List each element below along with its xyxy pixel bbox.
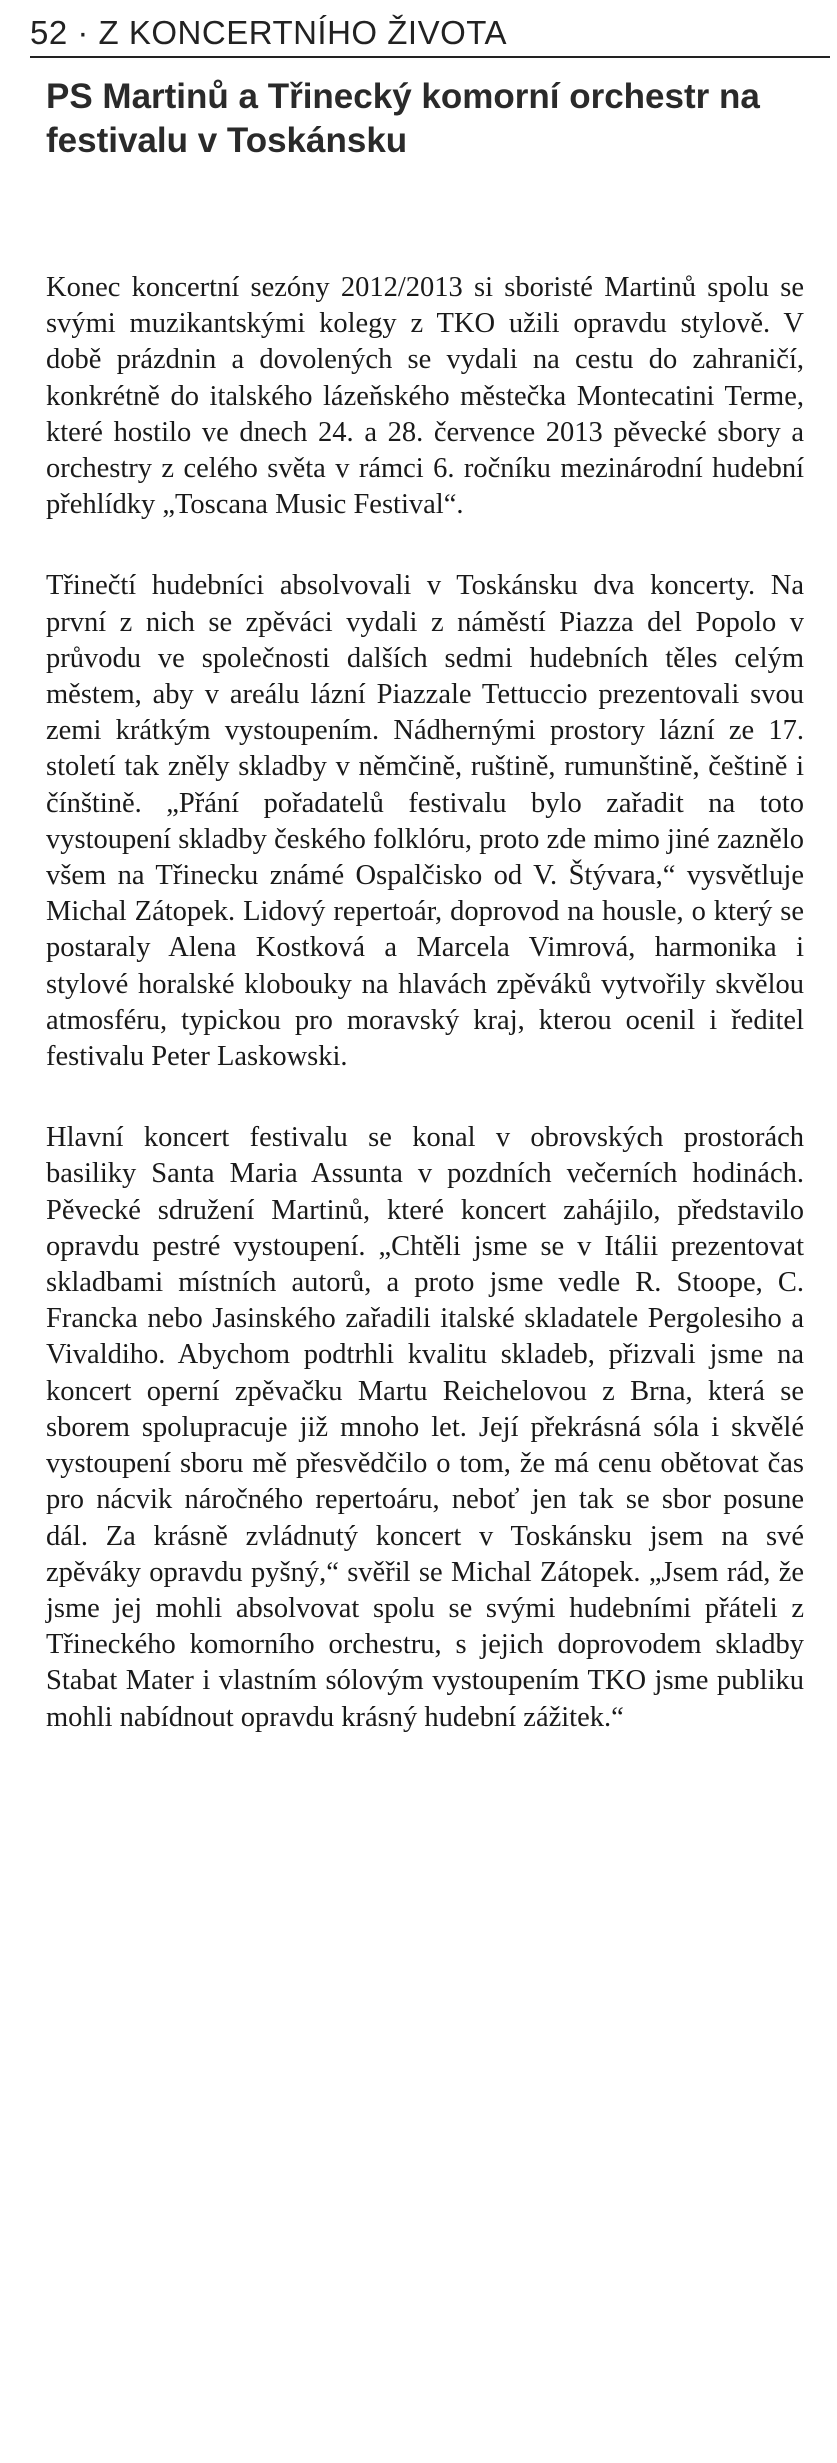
page-header [30,10,830,58]
article-paragraph: Hlavní koncert festivalu se konal v obrovských prostorách basiliky Santa Maria Assunta v pozdních večerních hodinách. Pěvecké sdružení Martinů, které koncert zahájilo, představilo opravdu pestré vystoupení. „Chtěli jsme se v Itálii prezentovat skladbami místních autorů, a proto jsme vedle R. Stoope, C. Francka nebo Jasinského zařadili italské skladatele Pergolesiho a Vivaldiho. Abychom podtrhli kvalitu skladeb, přizvali jsme na koncert operní zpěvačku Martu Reichelovou z Brna, která se sborem spolupracuje již mnoho let. Její překrásná sóla i skvělé vystoupení sboru mě přesvědčilo o tom, že má cenu obětovat čas pro nácvik náročného repertoáru, neboť jen tak se sbor posune dál. Za krásně zvládnutý koncert v Toskánsku jsem na své zpěváky opravdu pyšný,“ svěřil se Michal Zátopek. „Jsem rád, že jsme jej mohli absolvovat spolu se svými hudebními přáteli z Třineckého komorního orchestru, s jejich doprovodem skladby Stabat Mater i vlastním sólovým vystoupením TKO jsme publiku mohli nabídnout opravdu krásný hudební zážitek.“ [46,1122,804,1733]
running-title: 52 · Z KONCERTNÍHO ŽIVOTA [30,14,507,51]
article-paragraph: Konec koncertní sezóny 2012/2013 si sboristé Martinů spolu se svými muzikantskými kolegy z TKO užili opravdu stylově. V době prázdnin a dovolených se vydali na cestu do zahraničí, konkrétně do italského lázeňského městečka Montecatini Terme, které hostilo ve dnech 24. a 28. července 2013 pěvecké sbory a orchestry z celého světa v rámci 6. ročníku mezinárodní hudební přehlídky „Toscana Music Festival“. [46,272,804,521]
article-title: PS Martinů a Třinecký komorní orchestr na festivalu v Toskánsku [46,77,760,160]
article-paragraph: Třinečtí hudebníci absolvovali v Toskánsku dva koncerty. Na první z nich se zpěváci vydali z náměstí Piazza del Popolo v průvodu ve společnosti dalších sedmi hudebních těles celým městem, aby v areálu lázní Piazzale Tettuccio prezentovali svou zemi krátkým vystoupením. Nádhernými prostory lázní ze 17. století tak zněly skladby v němčině, ruštině, rumunštině, češtině i čínštině. „Přání pořadatelů festivalu bylo zařadit na toto vystoupení skladby českého folklóru, proto zde mimo jiné zaznělo všem na Třinecku známé Ospalčisko od V. Štývara,“ vysvětluje Michal Zátopek. Lidový repertoár, doprovod na housle, o který se postaraly Alena Kostková a Marcela Vimrová, harmonika i stylové horalské klobouky na hlavách zpěváků vytvořily skvělou atmosféru, typickou pro moravský kraj, kterou ocenil i ředitel festivalu Peter Laskowski. [46,570,804,1073]
article-body [46,270,804,1736]
